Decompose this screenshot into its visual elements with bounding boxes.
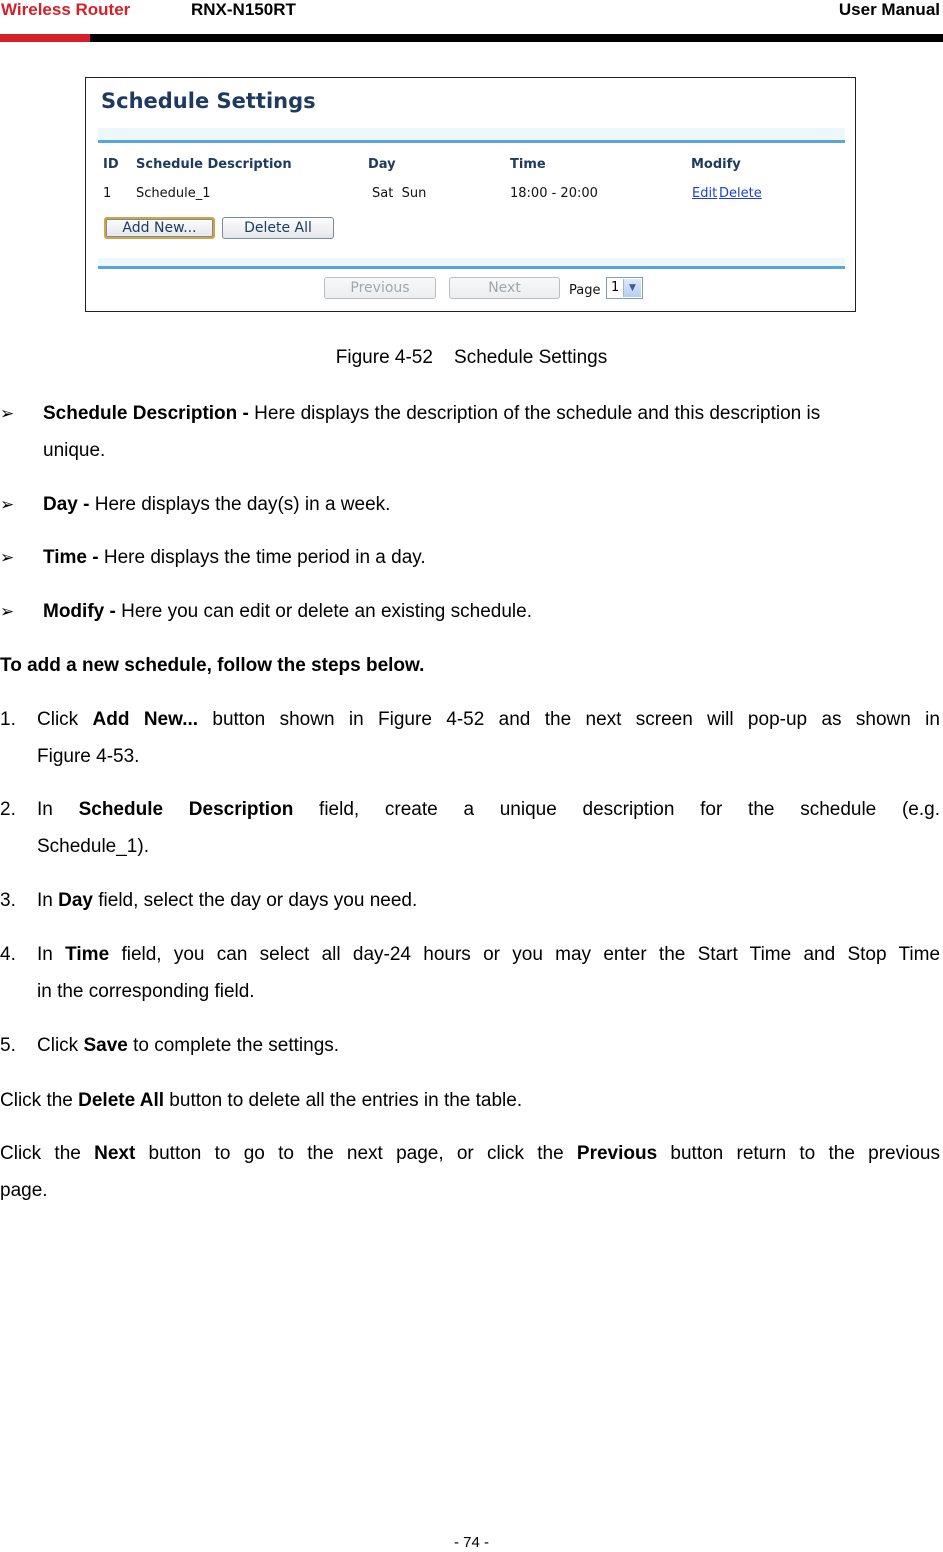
header-brand: Wireless Router bbox=[1, 0, 131, 19]
step-bold: Schedule Description bbox=[78, 799, 294, 820]
arrow-bullet-icon: ➢ bbox=[0, 495, 15, 514]
col-header-id: ID bbox=[103, 157, 119, 172]
step-pre: In bbox=[37, 944, 66, 965]
bullet-schedule-description bbox=[43, 395, 940, 432]
header-rule-black bbox=[90, 34, 943, 42]
bullet-term: Day - bbox=[43, 494, 90, 515]
step-2-line2: Schedule_1). bbox=[37, 836, 149, 857]
step-post: field, create a unique description for the schedule (e.g. bbox=[293, 799, 940, 820]
bullet-text: Here displays the day(s) in a week. bbox=[89, 494, 391, 515]
bullet-continuation bbox=[43, 432, 940, 469]
header-rule-red bbox=[0, 34, 90, 42]
next-button[interactable]: Next bbox=[449, 277, 560, 299]
arrow-bullet-icon: ➢ bbox=[0, 404, 15, 423]
figure-caption bbox=[0, 347, 943, 369]
page-select[interactable] bbox=[606, 277, 643, 299]
step-post: field, you can select all day-24 hours or you may enter the Start Time and Stop Time bbox=[109, 944, 941, 965]
steps-heading: To add a new schedule, follow the steps below. bbox=[0, 655, 425, 676]
bullet-term: Time - bbox=[43, 547, 99, 568]
figure-caption-text: Figure 4-52 Schedule Settings bbox=[335, 347, 608, 368]
step-1-line2: Figure 4-53. bbox=[37, 746, 140, 767]
footer-band-fill bbox=[98, 258, 845, 266]
step-5 bbox=[37, 1027, 940, 1064]
step-2 bbox=[37, 791, 940, 828]
row-day: Sat Sun bbox=[372, 186, 427, 201]
header-manual: User Manual bbox=[838, 0, 940, 19]
step-bold: Time bbox=[65, 944, 110, 965]
step-bold: Day bbox=[58, 890, 93, 911]
step-post: field, select the day or days you need. bbox=[92, 890, 418, 911]
note-bold-next: Next bbox=[94, 1143, 136, 1164]
arrow-bullet-icon: ➢ bbox=[0, 548, 15, 567]
step-pre: Click bbox=[37, 709, 93, 730]
bullet-text: Here displays the time period in a day. bbox=[98, 547, 426, 568]
page-label: Page bbox=[569, 283, 601, 298]
col-header-day: Day bbox=[368, 157, 396, 172]
nav-note bbox=[0, 1135, 940, 1172]
note-mid: button to go to the next page, or click the bbox=[135, 1143, 577, 1164]
step-number: 4. bbox=[0, 944, 16, 965]
note-pre: Click the bbox=[0, 1143, 95, 1164]
title-band-line bbox=[98, 140, 845, 143]
delete-all-button[interactable]: Delete All bbox=[222, 217, 334, 239]
title-band-fill bbox=[98, 128, 845, 140]
previous-button[interactable]: Previous bbox=[324, 277, 436, 299]
chevron-down-icon[interactable]: ▼ bbox=[623, 279, 641, 297]
step-post: to complete the settings. bbox=[127, 1035, 340, 1056]
nav-note-line2: page. bbox=[0, 1180, 48, 1201]
bullet-text: Here you can edit or delete an existing schedule. bbox=[115, 601, 532, 622]
step-1 bbox=[37, 701, 940, 738]
step-pre: In bbox=[37, 890, 59, 911]
arrow-bullet-icon: ➢ bbox=[0, 602, 15, 621]
footer-band-line bbox=[98, 266, 845, 269]
row-id: 1 bbox=[103, 186, 112, 201]
page-header bbox=[0, 0, 943, 44]
note-post: button to delete all the entries in the table. bbox=[164, 1090, 523, 1111]
row-time: 18:00 - 20:00 bbox=[510, 186, 598, 201]
page-select-value: 1 bbox=[611, 280, 620, 295]
bullet-text-line2: unique. bbox=[43, 440, 106, 461]
step-post: button shown in Figure 4-52 and the next screen will pop-up as shown in bbox=[198, 709, 940, 730]
note-pre: Click the bbox=[0, 1090, 79, 1111]
header-model: RNX-N150RT bbox=[191, 0, 296, 19]
bullet-text: Here displays the description of the schedule and this description is bbox=[248, 403, 821, 424]
row-description: Schedule_1 bbox=[136, 186, 211, 201]
schedule-settings-figure bbox=[85, 77, 856, 312]
step-4-line2: in the corresponding field. bbox=[37, 981, 255, 1002]
note-post: button return to the previous bbox=[657, 1143, 940, 1164]
edit-link[interactable]: Edit bbox=[692, 186, 718, 201]
bullet-term: Modify - bbox=[43, 601, 116, 622]
step-bold: Add New... bbox=[92, 709, 199, 730]
step-bold: Save bbox=[83, 1035, 128, 1056]
step-number: 3. bbox=[0, 890, 16, 911]
schedule-settings-title: Schedule Settings bbox=[101, 89, 316, 113]
col-header-time: Time bbox=[510, 157, 546, 172]
col-header-modify: Modify bbox=[691, 157, 741, 172]
delete-link[interactable]: Delete bbox=[719, 186, 762, 201]
step-number: 5. bbox=[0, 1035, 16, 1056]
note-bold-previous: Previous bbox=[576, 1143, 658, 1164]
bullet-modify bbox=[43, 593, 940, 630]
step-pre: In bbox=[37, 799, 79, 820]
step-pre: Click bbox=[37, 1035, 84, 1056]
bullet-time bbox=[43, 539, 940, 576]
col-header-description: Schedule Description bbox=[136, 157, 292, 172]
step-3 bbox=[37, 882, 940, 919]
step-number: 2. bbox=[0, 799, 16, 820]
note-bold: Delete All bbox=[78, 1090, 165, 1111]
delete-all-note bbox=[0, 1082, 522, 1119]
step-number: 1. bbox=[0, 709, 16, 730]
bullet-day bbox=[43, 486, 940, 523]
step-4 bbox=[37, 936, 940, 973]
bullet-term: Schedule Description - bbox=[43, 403, 249, 424]
add-new-button[interactable]: Add New... bbox=[104, 217, 215, 239]
page-number: - 74 - bbox=[453, 1534, 489, 1551]
